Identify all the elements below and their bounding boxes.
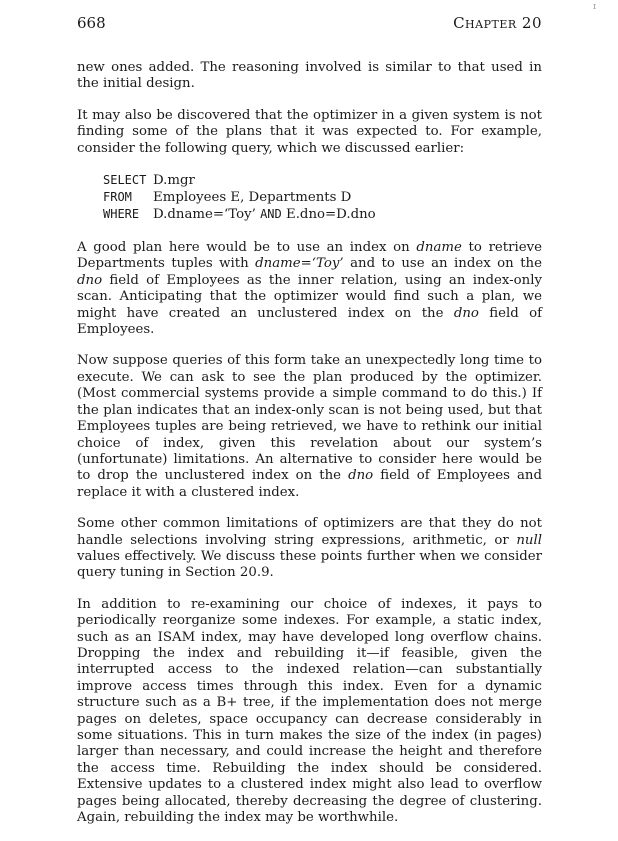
- paragraph-1: new ones added. The reasoning involved is similar to that used in the initial design.: [77, 60, 542, 92]
- from-line: [103, 189, 542, 206]
- from-value: Employees E, Departments D: [153, 190, 352, 206]
- where-keyword: WHERE: [103, 207, 140, 222]
- chapter-heading: Chapter 20: [453, 14, 542, 32]
- paragraph-5: Some other common limitations of optimizers are that they do not handle selections involving string expressions, arithmetic, or null values effectively. We discuss these points further when we consider query tuning in Section 20.9.: [77, 516, 542, 581]
- select-keyword: SELECT: [103, 173, 147, 188]
- from-keyword: FROM: [103, 190, 132, 205]
- margin-mark: ɪ: [593, 2, 596, 12]
- where-condition-1: D.dname=‘Toy’: [153, 207, 256, 223]
- select-value: D.mgr: [153, 173, 195, 189]
- where-condition-2: E.dno=D.dno: [286, 207, 376, 223]
- page-number: 668: [77, 14, 106, 32]
- sql-query: [103, 172, 542, 223]
- where-value: [153, 206, 376, 223]
- page-body: [77, 60, 542, 841]
- select-line: [103, 172, 542, 189]
- and-keyword: AND: [260, 207, 282, 222]
- paragraph-6: In addition to re-examining our choice of indexes, it pays to periodically reorganize some indexes. For example, a static index, such as an ISAM index, may have developed long overflow chains. Dropping the index and rebuilding it—if feasible, given the interrupted access to the indexed relation—can substantially improve access times through this index. Even for a dynamic structure such as a B+ tree, if the implementation does not merge pages on deletes, space occupancy can decrease considerably in some situations. This in turn makes the size of the index (in pages) larger than necessary, and could increase the height and therefore the access time. Rebuilding the index should be considered. Extensive updates to a clustered index might also lead to overflow pages being allocated, thereby decreasing the degree of clustering. Again, rebuilding the index may be worthwhile.: [77, 596, 542, 826]
- paragraph-3: A good plan here would be to use an index on dname to retrieve Departments tuples with dname=‘Toy’ and to use an index on the dno field of Employees as the inner relation, using an index-only scan. Anticipating that the optimizer would find such a plan, we might have created an unclustered index on the dno field of Employees.: [77, 240, 542, 338]
- paragraph-4: Now suppose queries of this form take an unexpectedly long time to execute. We can ask to see the plan produced by the optimizer. (Most commercial systems provide a simple command to do this.) If the plan indicates that an index-only scan is not being used, but that Employees tuples are being retrieved, we have to rethink our initial choice of index, given this revelation about our system’s (unfortunate) limitations. An alternative to consider here would be to drop the unclustered index on the dno field of Employees and replace it with a clustered index.: [77, 353, 542, 500]
- where-line: [103, 206, 542, 223]
- paragraph-2: It may also be discovered that the optimizer in a given system is not finding some of the plans that it was expected to. For example, consider the following query, which we discussed earlier:: [77, 107, 542, 156]
